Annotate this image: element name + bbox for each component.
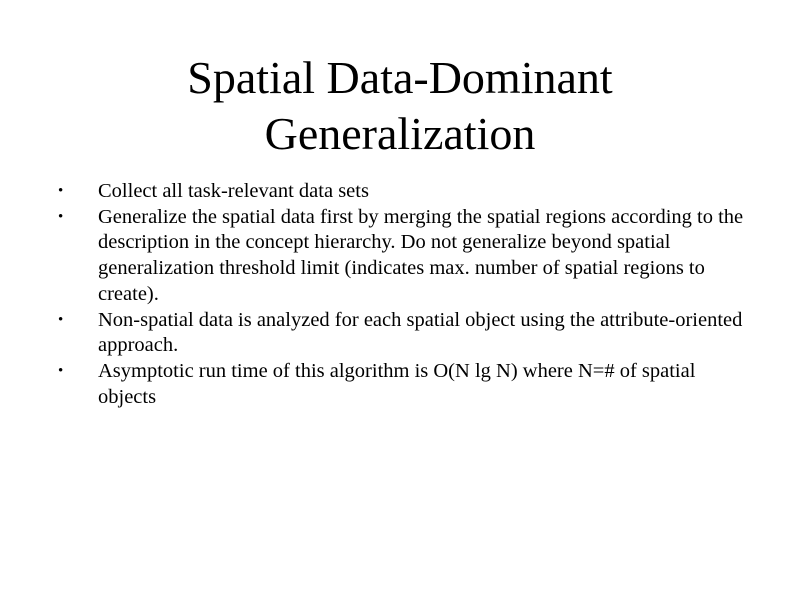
bullet-item	[58, 205, 758, 308]
bullet-text: Asymptotic run time of this algorithm is O(N lg N) where N=# of spatial objects	[98, 359, 696, 408]
slide-title-line-1: Spatial Data-Dominant	[187, 52, 613, 103]
slide-title	[100, 50, 700, 162]
bullet-dot-icon: •	[58, 362, 64, 379]
bullet-list	[58, 179, 758, 410]
bullet-text: Non-spatial data is analyzed for each spatial object using the attribute-oriented approach.	[98, 308, 743, 357]
slide-title-line-2: Generalization	[264, 108, 536, 159]
bullet-dot-icon: •	[58, 183, 64, 199]
bullet-text: Collect all task-relevant data sets	[98, 180, 369, 202]
bullet-item	[58, 308, 758, 359]
bullet-dot-icon: •	[58, 208, 64, 225]
bullet-item	[58, 359, 758, 410]
bullet-dot-icon: •	[58, 311, 64, 328]
bullet-text: Generalize the spatial data first by merging the spatial regions according to the description in the concept hierarchy. Do not generalize beyond spatial generalization threshold limit (indicates max. number of spatial regions to create).	[98, 205, 744, 305]
bullet-item	[58, 179, 758, 205]
